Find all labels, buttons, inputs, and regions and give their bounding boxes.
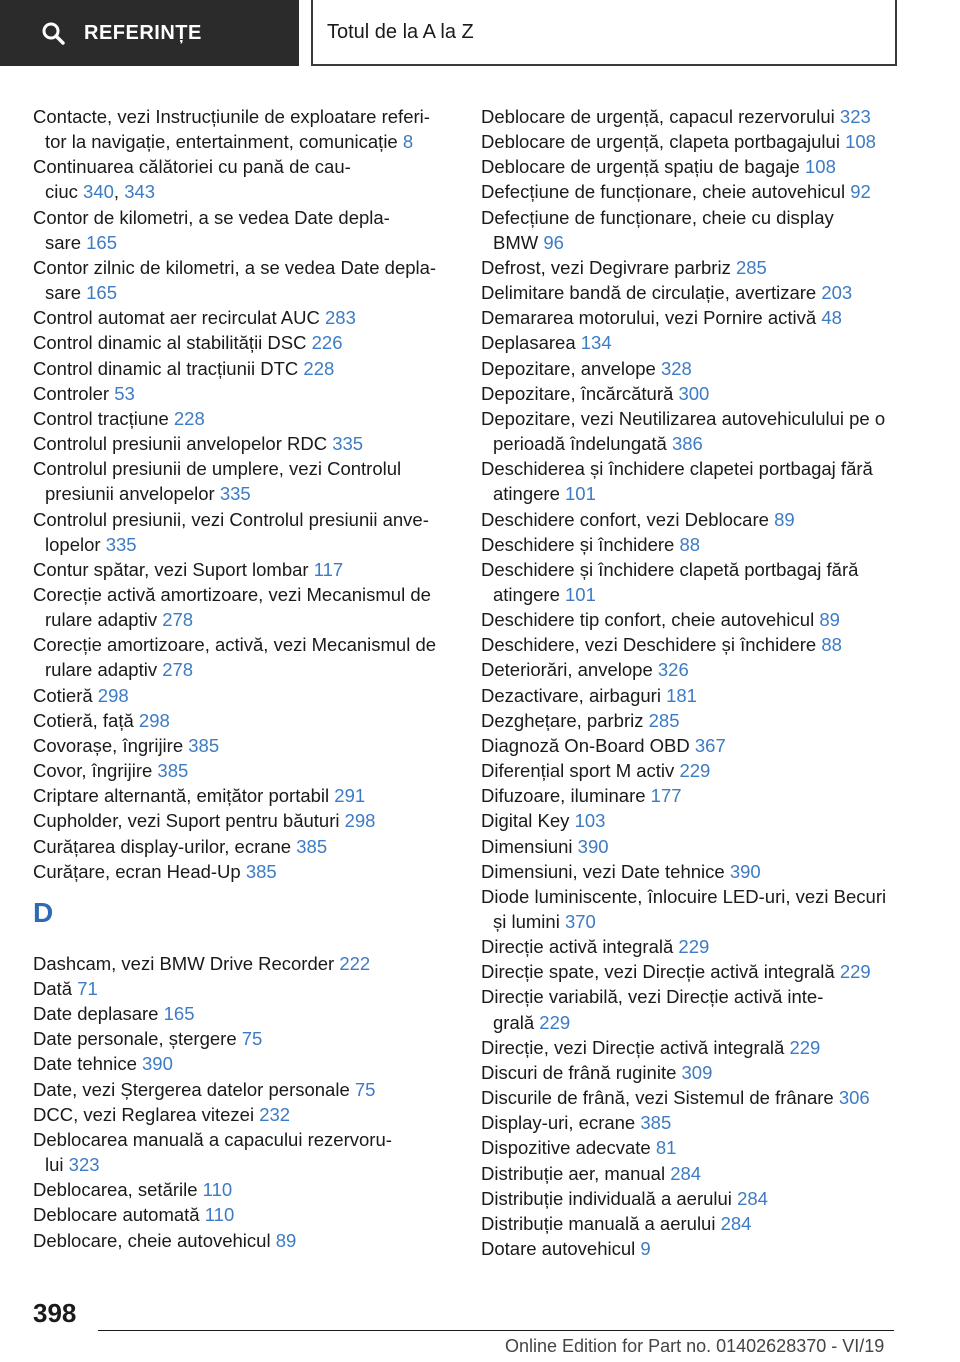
entry-text: Display-uri, ecrane <box>481 1112 641 1134</box>
page-link[interactable]: 110 <box>202 1179 233 1201</box>
index-entry <box>33 951 453 976</box>
page-link[interactable]: 309 <box>681 1061 713 1083</box>
index-entry <box>33 683 453 708</box>
entry-text: Direcție activă integrală <box>481 936 679 958</box>
page-link[interactable]: 300 <box>678 382 710 404</box>
entry-text: rulare adaptiv <box>45 609 163 631</box>
entry-text: Demararea motorului, vezi Pornire activă <box>481 307 822 329</box>
entry-text: Delimitare bandă de circulație, avertizare <box>481 282 822 304</box>
page-link[interactable]: 232 <box>259 1103 291 1125</box>
search-icon <box>40 20 66 46</box>
page-link[interactable]: 335 <box>332 433 364 455</box>
page-link[interactable]: 370 <box>564 911 596 932</box>
index-entry <box>33 708 453 733</box>
entry-text: Digital Key <box>481 810 575 832</box>
page-link[interactable]: 284 <box>737 1187 768 1209</box>
page-link[interactable]: 385 <box>188 734 220 756</box>
index-entry <box>481 406 901 456</box>
index-entry <box>481 632 901 657</box>
page-link[interactable]: 228 <box>173 407 205 429</box>
index-entry <box>481 783 901 808</box>
page-link[interactable]: 291 <box>334 785 366 807</box>
index-entry <box>481 1186 901 1211</box>
page-link[interactable]: 222 <box>339 952 371 974</box>
index-entry <box>33 976 453 1001</box>
entry-text: Contor de kilometri, a se vedea Date depla- <box>33 206 390 228</box>
index-entry <box>33 1026 453 1051</box>
entry-text: Deblocare, cheie autovehicul <box>33 1229 276 1251</box>
page-link[interactable]: 53 <box>114 382 135 404</box>
index-entry <box>33 255 453 305</box>
page-link[interactable]: 284 <box>670 1162 702 1184</box>
page-link[interactable]: 81 <box>655 1137 677 1159</box>
entry-text: Date, vezi Ștergerea datelor personale <box>33 1078 355 1100</box>
page-link[interactable]: 89 <box>275 1229 297 1251</box>
page-link[interactable]: 335 <box>219 483 251 505</box>
page-link[interactable]: 88 <box>679 533 701 555</box>
page-link[interactable]: 229 <box>539 1011 571 1033</box>
section-letter-d: D <box>33 896 54 928</box>
page-link[interactable]: 96 <box>543 231 564 253</box>
index-entry <box>33 582 453 632</box>
index-entry <box>33 834 453 859</box>
index-entry <box>481 959 901 984</box>
page-link[interactable]: 181 <box>666 684 697 706</box>
entry-text: Contacte, vezi Instrucțiunile de exploatare referi- <box>33 106 430 127</box>
entry-text: Depozitare, încărcătură <box>481 382 679 404</box>
entry-text: Deblocare automată <box>33 1204 205 1226</box>
entry-text: Dezghețare, parbriz <box>481 709 649 731</box>
entry-text: Dotare autovehicul <box>481 1238 641 1260</box>
index-entry <box>481 657 901 682</box>
index-entry <box>33 381 453 406</box>
page-link[interactable]: 323 <box>68 1154 100 1176</box>
page-link[interactable]: 108 <box>805 156 836 178</box>
index-list-c <box>33 104 453 884</box>
index-entry <box>33 1177 453 1202</box>
index-entry <box>481 884 901 934</box>
entry-text: Cupholder, vezi Suport pentru băuturi <box>33 810 345 832</box>
page-link[interactable]: 48 <box>821 307 842 329</box>
entry-text: Distribuție individuală a aerului <box>481 1187 738 1209</box>
page-link[interactable]: 229 <box>839 961 871 983</box>
index-entry <box>33 356 453 381</box>
entry-text: lopelor <box>45 533 106 555</box>
footer-divider <box>98 1330 894 1331</box>
page-link[interactable]: 323 <box>839 106 871 127</box>
index-entry <box>481 154 901 179</box>
entry-text: Criptare alternantă, emițător portabil <box>33 785 335 807</box>
index-entry <box>481 934 901 959</box>
index-entry <box>33 330 453 355</box>
entry-text: sare <box>45 231 87 253</box>
index-entry <box>481 1161 901 1186</box>
entry-text: Controlul presiunii anvelopelor RDC <box>33 433 333 455</box>
top-navigation-bar <box>0 0 960 66</box>
page-link[interactable]: 278 <box>162 609 194 631</box>
page-link[interactable]: 103 <box>574 810 606 832</box>
index-entry <box>481 330 901 355</box>
entry-text: Deblocarea manuală a capacului rezervoru- <box>33 1128 392 1150</box>
entry-text: Control dinamic al tracțiunii DTC <box>33 357 304 379</box>
page-link[interactable]: 306 <box>838 1087 870 1109</box>
entry-text: Dimensiuni <box>481 835 578 857</box>
page-link[interactable]: 385 <box>640 1112 672 1134</box>
entry-text: Depozitare, anvelope <box>481 357 661 379</box>
page-link[interactable]: 134 <box>580 332 612 354</box>
references-label: REFERINȚE <box>84 21 202 44</box>
entry-text: Controlul presiunii, vezi Controlul presiunii anve- <box>33 508 429 530</box>
entry-text: Deblocare de urgență, clapeta portbagajului <box>481 131 846 153</box>
entry-text: Deblocare de urgență, capacul rezervorului <box>481 106 840 127</box>
entry-text: Dată <box>33 978 78 999</box>
page-link[interactable]: 89 <box>774 508 795 530</box>
page-link[interactable]: 177 <box>650 785 682 807</box>
entry-text: Discurile de frână, vezi Sistemul de frânare <box>481 1087 839 1109</box>
index-column-left <box>33 104 453 1253</box>
page-link[interactable]: 390 <box>142 1053 173 1075</box>
page-link[interactable]: 326 <box>657 659 689 681</box>
entry-text: Dashcam, vezi BMW Drive Recorder <box>33 952 340 974</box>
page-link[interactable]: 390 <box>577 835 609 857</box>
index-list-d <box>33 951 453 1253</box>
entry-text: Corecție activă amortizoare, vezi Mecanismul de <box>33 583 431 605</box>
entry-text: Deteriorări, anvelope <box>481 659 658 681</box>
index-entry <box>33 1077 453 1102</box>
page-link[interactable]: 283 <box>325 307 356 329</box>
index-entry <box>481 733 901 758</box>
page-link[interactable]: 385 <box>296 835 328 857</box>
entry-text: rulare adaptiv <box>45 659 163 681</box>
index-entry <box>481 1060 901 1085</box>
entry-text: Depozitare, vezi Neutilizarea autovehiculului pe o <box>481 407 886 429</box>
entry-text: Contur spătar, vezi Suport lombar <box>33 558 314 580</box>
index-entry <box>481 104 901 129</box>
entry-text: Controlul presiunii de umplere, vezi Controlul <box>33 458 402 480</box>
index-entry <box>33 1127 453 1177</box>
entry-text: atingere <box>493 583 565 605</box>
index-entry <box>481 1135 901 1160</box>
entry-text: Direcție, vezi Direcție activă integrală <box>481 1036 790 1058</box>
entry-text: Date deplasare <box>33 1003 164 1025</box>
entry-text: Defecțiune de funcționare, cheie autovehicul <box>481 181 851 203</box>
entry-text: Dispozitive adecvate <box>481 1137 656 1159</box>
entry-text: Cotieră, față <box>33 709 139 731</box>
page-link[interactable]: 284 <box>720 1212 752 1234</box>
page-link[interactable]: 88 <box>821 634 842 656</box>
entry-text: Diferențial sport M activ <box>481 760 680 782</box>
entry-text: BMW <box>493 231 544 253</box>
entry-text: Distribuție aer, manual <box>481 1162 671 1184</box>
entry-text: Control automat aer recirculat AUC <box>33 307 326 329</box>
index-entry <box>481 129 901 154</box>
footer-edition <box>505 1336 884 1357</box>
index-entry <box>481 683 901 708</box>
page-link[interactable]: 390 <box>729 860 761 882</box>
index-entry <box>481 179 901 204</box>
entry-text: Deschidere tip confort, cheie autovehicul <box>481 609 820 631</box>
index-entry <box>33 507 453 557</box>
page-link[interactable]: 165 <box>163 1003 195 1025</box>
page-link[interactable]: 228 <box>303 357 335 379</box>
page-link[interactable]: 9 <box>640 1238 651 1260</box>
entry-text: Deschidere și închidere <box>481 533 680 555</box>
entry-text: Cotieră <box>33 684 98 706</box>
index-entry <box>481 808 901 833</box>
page-link[interactable]: 328 <box>660 357 692 379</box>
index-entry <box>33 1001 453 1026</box>
page-link[interactable]: 385 <box>245 860 277 882</box>
index-entry <box>33 808 453 833</box>
index-entry <box>33 859 453 884</box>
entry-text: Covorașe, îngrijire <box>33 734 189 756</box>
page-separator: , <box>113 181 125 203</box>
page-link[interactable]: 229 <box>679 760 711 782</box>
entry-text: ciuc <box>45 181 84 203</box>
entry-text: tor la navigație, entertainment, comunicație <box>45 131 403 153</box>
index-entry <box>481 708 901 733</box>
page-link[interactable]: 165 <box>86 231 118 253</box>
entry-text: presiunii anvelopelor <box>45 483 220 505</box>
index-entry <box>481 456 901 506</box>
index-entry <box>481 532 901 557</box>
page-link[interactable]: 385 <box>157 760 189 782</box>
index-entry <box>33 406 453 431</box>
index-entry <box>481 984 901 1034</box>
page-link[interactable]: 298 <box>138 709 170 731</box>
entry-text: Difuzoare, iluminare <box>481 785 651 807</box>
entry-text: Diagnoză On-Board OBD <box>481 734 695 756</box>
section-title: Totul de la A la Z <box>327 20 474 43</box>
edition-text: Online Edition for Part no. 01402628370 - VI/19 <box>505 1336 885 1356</box>
page-link[interactable]: 101 <box>565 583 596 605</box>
page-link[interactable]: 101 <box>565 483 596 505</box>
index-entry <box>33 1202 453 1227</box>
page-number: 398 <box>33 1298 77 1328</box>
page-link[interactable]: 110 <box>204 1204 235 1226</box>
entry-text: atingere <box>493 483 565 505</box>
page-link[interactable]: 75 <box>241 1028 263 1050</box>
entry-text: Deschidere și închidere clapetă portbagaj fără <box>481 558 859 580</box>
page-link[interactable]: 108 <box>845 131 876 153</box>
entry-text: Controler <box>33 382 115 404</box>
index-column-right <box>481 104 901 1261</box>
entry-text: Dezactivare, airbaguri <box>481 684 667 706</box>
index-entry <box>481 255 901 280</box>
index-entry <box>33 305 453 330</box>
entry-text: Deschiderea și închidere clapetei portbagaj fără <box>481 458 873 480</box>
index-entry <box>33 1102 453 1127</box>
entry-text: Control dinamic al stabilității DSC <box>33 332 312 354</box>
index-entry <box>33 758 453 783</box>
index-entry <box>33 104 453 154</box>
entry-text: și lumini <box>493 911 565 932</box>
index-entry <box>481 859 901 884</box>
page-link[interactable]: 298 <box>344 810 376 832</box>
entry-text: Diode luminiscente, înlocuire LED-uri, vezi Becuri <box>481 885 887 907</box>
entry-text: Contor zilnic de kilometri, a se vedea Date depla- <box>33 256 437 278</box>
index-entry <box>481 1035 901 1060</box>
page-link[interactable]: 386 <box>671 433 703 455</box>
section-title-tab[interactable] <box>311 0 897 66</box>
entry-text: Deschidere confort, vezi Deblocare <box>481 508 775 530</box>
index-entry <box>33 1051 453 1076</box>
page-link[interactable]: 298 <box>97 684 129 706</box>
page-link[interactable]: 229 <box>678 936 710 958</box>
index-entry <box>33 456 453 506</box>
index-entry <box>481 607 901 632</box>
index-entry <box>33 733 453 758</box>
entry-text: Continuarea călătoriei cu pană de cau- <box>33 156 351 178</box>
entry-text: Defrost, vezi Degivrare parbriz <box>481 256 736 278</box>
entry-text: lui <box>45 1154 69 1176</box>
index-entry <box>481 305 901 330</box>
entry-text: Defecțiune de funcționare, cheie cu display <box>481 206 834 228</box>
entry-text: Curățare, ecran Head-Up <box>33 860 246 882</box>
page-link[interactable]: 343 <box>124 181 156 203</box>
page-link[interactable]: 8 <box>402 131 414 153</box>
index-entry <box>481 834 901 859</box>
page-link[interactable]: 285 <box>648 709 680 731</box>
entry-text: Discuri de frână ruginite <box>481 1061 682 1083</box>
index-entry <box>33 205 453 255</box>
index-entry <box>481 1110 901 1135</box>
index-entry <box>481 1236 901 1261</box>
index-entry <box>481 356 901 381</box>
entry-text: grală <box>493 1011 540 1033</box>
references-tab[interactable] <box>0 0 299 66</box>
index-entry <box>33 632 453 682</box>
page-link[interactable]: 340 <box>83 181 114 203</box>
page-link[interactable]: 75 <box>354 1078 376 1100</box>
page-link[interactable]: 367 <box>694 734 726 756</box>
index-entry <box>481 205 901 255</box>
page-link[interactable]: 117 <box>313 558 344 580</box>
entry-text: Date tehnice <box>33 1053 143 1075</box>
index-entry <box>33 783 453 808</box>
index-entry <box>33 1228 453 1253</box>
index-list-d-continued <box>481 104 901 1261</box>
index-entry <box>33 154 453 204</box>
page-link[interactable]: 285 <box>735 256 767 278</box>
entry-text: Direcție variabilă, vezi Direcție activă inte- <box>481 986 824 1008</box>
page-link[interactable]: 71 <box>77 978 98 999</box>
entry-text: DCC, vezi Reglarea vitezei <box>33 1103 260 1125</box>
index-entry <box>33 557 453 582</box>
page-link[interactable]: 203 <box>821 282 853 304</box>
section-spacer <box>33 929 453 951</box>
index-entry <box>481 280 901 305</box>
index-entry <box>481 1211 901 1236</box>
entry-text: Direcție spate, vezi Direcție activă integrală <box>481 961 840 983</box>
entry-text: Dimensiuni, vezi Date tehnice <box>481 860 730 882</box>
entry-text: Date personale, ștergere <box>33 1028 242 1050</box>
entry-text: Corecție amortizoare, activă, vezi Mecanismul de <box>33 634 437 656</box>
entry-text: Distribuție manuală a aerului <box>481 1212 721 1234</box>
index-entry <box>481 557 901 607</box>
entry-text: Covor, îngrijire <box>33 760 158 782</box>
entry-text: Deblocarea, setările <box>33 1179 203 1201</box>
page-link[interactable]: 229 <box>789 1036 821 1058</box>
page-link[interactable]: 278 <box>162 659 194 681</box>
index-entry <box>481 381 901 406</box>
page-link[interactable]: 226 <box>311 332 343 354</box>
page-link[interactable]: 92 <box>850 181 871 203</box>
entry-text: Deschidere, vezi Deschidere și închidere <box>481 634 822 656</box>
index-entry <box>33 431 453 456</box>
page-link[interactable]: 165 <box>86 282 118 304</box>
entry-text: Deblocare de urgență spațiu de bagaje <box>481 156 805 178</box>
page-link[interactable]: 89 <box>819 609 840 631</box>
index-entry <box>481 507 901 532</box>
index-entry <box>481 758 901 783</box>
entry-text: Control tracțiune <box>33 407 174 429</box>
entry-text: perioadă îndelungată <box>493 433 672 455</box>
entry-text: Deplasarea <box>481 332 581 354</box>
entry-text: sare <box>45 282 87 304</box>
index-entry <box>481 1085 901 1110</box>
entry-text: Curățarea display-urilor, ecrane <box>33 835 297 857</box>
page-link[interactable]: 335 <box>105 533 137 555</box>
